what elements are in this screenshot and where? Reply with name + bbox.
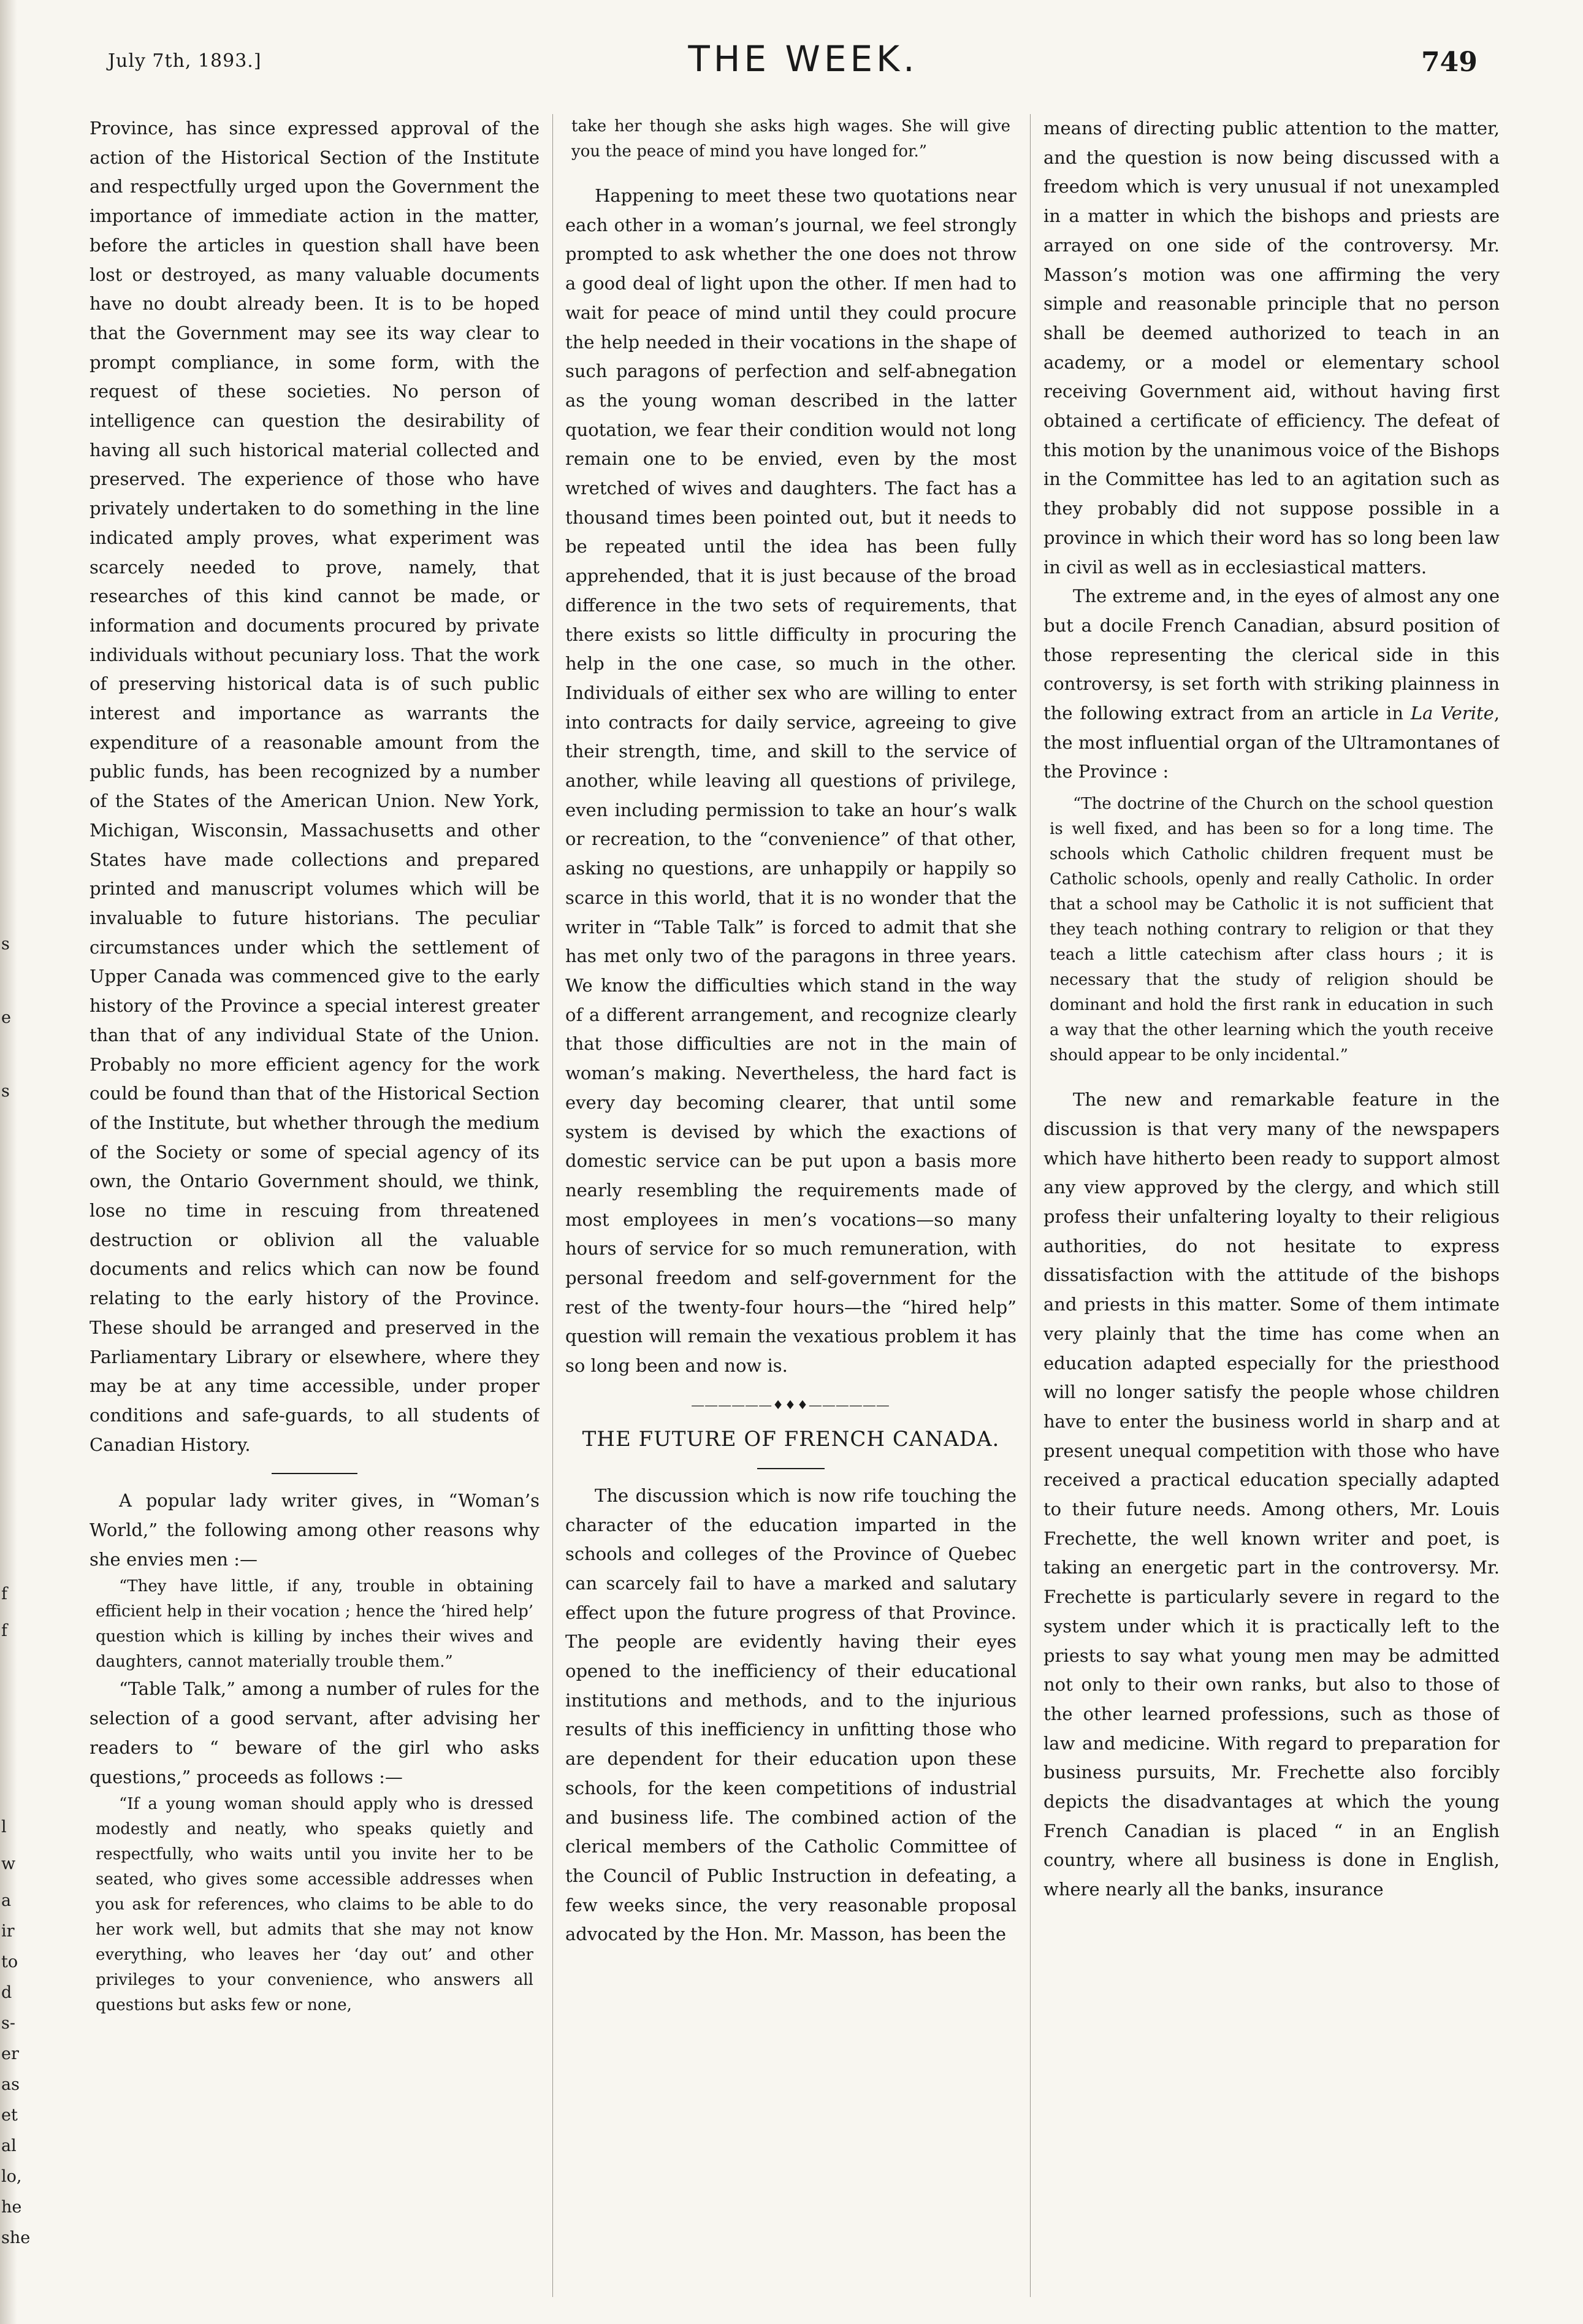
paragraph-text: The extreme and, in the eyes of almost any one but a docile French Canadian, absurd position of those representing the clerical side in this controversy, is set forth with striking plainness in the following extract from an article in xyxy=(1043,586,1500,724)
margin-fragment: s xyxy=(1,1082,10,1101)
separator-rule xyxy=(757,1468,825,1469)
separator-rule xyxy=(272,1473,357,1474)
block-quote: “The doctrine of the Church on the school question is well fixed, and has been so for a long time. The schools which Catholic children frequent must be Catholic schools, openly and really Catholic. In order that a school may be Catholic it is not sufficient that they teach nothing contrary to religion or that they teach a little catechism after class hours ; it is necessary that the study of religion should be dominant and hold the first rank in education in such a way that the other learning which the youth receive should appear to be only incidental.” xyxy=(1050,795,1493,1065)
margin-fragment: s xyxy=(1,935,10,954)
margin-fragment: f xyxy=(1,1621,7,1640)
publication-name: La Verite xyxy=(1410,703,1494,724)
page-number: 749 xyxy=(1421,47,1478,78)
paragraph: “Table Talk,” among a number of rules for the selection of a good servant, after advising her readers to “ beware of the girl who asks questions,” proceeds as follows :— xyxy=(90,1678,540,1787)
margin-fragment: e xyxy=(1,1008,11,1027)
column-3 xyxy=(1043,114,1500,2297)
margin-fragment: f xyxy=(1,1584,7,1603)
issue-date: July 7th, 1893.] xyxy=(108,50,262,72)
paragraph-text: , the most influential organ of the Ultramontanes of the Province : xyxy=(1043,703,1500,782)
masthead-title: THE WEEK. xyxy=(688,38,918,80)
page-gutter-shadow xyxy=(0,0,17,2324)
column-1 xyxy=(90,114,540,2297)
margin-fragment: she xyxy=(1,2228,31,2247)
margin-fragment: er xyxy=(1,2044,19,2063)
section-heading: THE FUTURE OF FRENCH CANADA. xyxy=(582,1426,1000,1451)
margin-fragment: w xyxy=(1,1854,16,1873)
margin-fragment: d xyxy=(1,1983,12,2002)
paragraph xyxy=(1043,582,1500,787)
margin-fragment: s- xyxy=(1,2014,15,2033)
margin-fragment: lo, xyxy=(1,2167,22,2186)
margin-fragment: a xyxy=(1,1891,12,1910)
margin-fragment: et xyxy=(1,2106,18,2125)
margin-fragment: as xyxy=(1,2075,20,2094)
paragraph: The new and remarkable feature in the discussion is that very many of the newspapers which have hitherto been ready to support almost any view approved by the clergy, and which still profess their unfaltering loyalty to their religious authorities, do not hesitate to express dissatisfaction with the attitude of the bishops and priests in this matter. Some of them intimate very plainly that the time has come when an education adapted especially for the priesthood will no longer satisfy the people whose children have to enter the business world in sharp and at present unequal competition with those who have received a practical education specially adapted to their future needs. Among others, Mr. Louis Frechette, the well known writer and poet, is taking an energetic part in the controversy. Mr. Frechette is particularly severe in regard to the system under which it is practically left to the priests to say what young men may be admitted not only to their own ranks, but also to those of the other learned professions, such as those of law and medicine. With regard to preparation for business pursuits, Mr. Frechette also forcibly depicts the disadvantages at which the young French Canadian is placed “ in an English country, where all business is done in English, where nearly all the banks, insurance xyxy=(1043,1089,1500,1900)
margin-fragment: he xyxy=(1,2198,22,2217)
paragraph: Province, has since expressed approval of the action of the Historical Section of the Institute and respectfully urged upon the Government the importance of immediate action in the matter, before the articles in question shall have been lost or destroyed, as many valuable documents have no doubt already been. It is to be hoped that the Government may see its way clear to prompt compliance, in some form, with the request of these societies. No person of intelligence can question the desirability of having all such historical material collected and preserved. The experience of those who have privately undertaken to do something in the line indicated amply proves, what experiment was scarcely needed to prove, namely, that researches of this kind cannot be made, or information and documents procured by private individuals without pecuniary loss. That the work of preserving historical data is of such public interest and importance as warrants the expenditure of a reasonable amount from the public funds, has been recognized by a number of the States of the American Union. New York, Michigan, Wisconsin, Massachusetts and other States have made collections and prepared printed and manuscript volumes which will be invaluable to future historians. The peculiar circumstances under which the settlement of Upper Canada was commenced give to the early history of the Province a special interest greater than that of any individual State of the Union. Probably no more efficient agency for the work could be found than that of the Historical Section of the Institute, but whether through the medium of the Society or some of special agency of its own, the Ontario Government should, we think, lose no time in rescuing from threatened destruction or oblivion all the valuable documents and relics which can now be found relating to the early history of the Province. These should be arranged and preserved in the Parliamentary Library or elsewhere, where they may be at any time accessible, under proper conditions and safe-guards, to all students of Canadian History. xyxy=(90,118,540,1455)
column-2 xyxy=(565,114,1017,2297)
block-quote: “If a young woman should apply who is dressed modestly and neatly, who speaks quietly and respectfully, who waits until you invite her to be seated, who gives some accessible addresses when you ask for references, who claims to be able to do her work well, but admits that she may not know everything, who leaves her ‘day out’ and other privileges to your convenience, who answers all questions but asks few or none, xyxy=(96,1795,533,2015)
margin-fragment: to xyxy=(1,1952,18,1971)
paragraph: A popular lady writer gives, in “Woman’s World,” the following among other reasons why she envies men :— xyxy=(90,1490,540,1570)
block-quote-continued: take her though she asks high wages. She will give you the peace of mind you have longed for.” xyxy=(571,117,1010,161)
block-quote: “They have little, if any, trouble in obtaining efficient help in their vocation ; hence the ‘hired help’ question which is killing by inches their wives and daughters, cannot materially trouble them.” xyxy=(96,1577,533,1672)
margin-fragment: ir xyxy=(1,1922,15,1941)
ornamental-divider: ――――――♦♦♦―――――― xyxy=(692,1397,890,1412)
column-divider xyxy=(552,114,553,2297)
paragraph: means of directing public attention to the matter, and the question is now being discussed with a freedom which is very unusual if not unexampled in a matter in which the bishops and priests are arrayed on one side of the controversy. Mr. Masson’s motion was one affirming the very simple and reasonable principle that no person shall be deemed authorized to teach in an academy, or a model or elementary school receiving Government aid, without having first obtained a certificate of efficiency. The defeat of this motion by the unanimous voice of the Bishops in the Committee has led to an agitation such as they probably did not suppose possible in a province in which their word has so long been law in civil as well as in ecclesiastical matters. xyxy=(1043,118,1500,578)
margin-fragment: l xyxy=(1,1818,7,1837)
paragraph: Happening to meet these two quotations near each other in a woman’s journal, we feel strongly prompted to ask whether the one does not throw a good deal of light upon the other. If men had to wait for peace of mind until they could procure the help needed in their vocations in the shape of such paragons of perfection and self-abnegation as the young woman described in the latter quotation, we fear their condition would not long remain one to be envied, even by the most wretched of wives and daughters. The fact has a thousand times been pointed out, but it needs to be repeated until the idea has been fully apprehended, that it is just because of the broad difference in the two sets of requirements, that there exists so little difficulty in procuring the help in the one case, so much in the other. Individuals of either sex who are willing to enter into contracts for daily service, agreeing to give their strength, time, and skill to the service of another, while leaving all questions of privilege, even including permission to take an hour’s walk or recreation, to the “convenience” of that other, asking no questions, are unhappily or happily so scarce in this world, that it is no wonder that the writer in “Table Talk” is forced to admit that she has met only two of the paragons in three years. We know the difficulties which stand in the way of a different arrangement, and recognize clearly that those difficulties are not in the main of woman’s making. Nevertheless, the hard fact is every day becoming clearer, that until some system is devised by which the exactions of domestic service can be put upon a basis more nearly resembling the requirements made of most employees in men’s vocations—so many hours of service for so much remuneration, with personal freedom and self-government for the rest of the twenty-four hours—the “hired help” question will remain the vexatious problem it has so long been and now is. xyxy=(565,185,1017,1377)
column-divider xyxy=(1030,114,1031,2297)
paragraph: The discussion which is now rife touching the character of the education imparted in the schools and colleges of the Province of Quebec can scarcely fail to have a marked and salutary effect upon the future progress of that Province. The people are evidently having their eyes opened to the inefficiency of their educational institutions and methods, and to the injurious results of this inefficiency in unfitting those who are dependent for their education upon these schools, for the keen competitions of industrial and business life. The combined action of the clerical members of the Catholic Committee of the Council of Public Instruction in defeating, a few weeks since, the very reasonable proposal advocated by the Hon. Mr. Masson, has been the xyxy=(565,1485,1017,1945)
margin-fragment: al xyxy=(1,2136,17,2155)
